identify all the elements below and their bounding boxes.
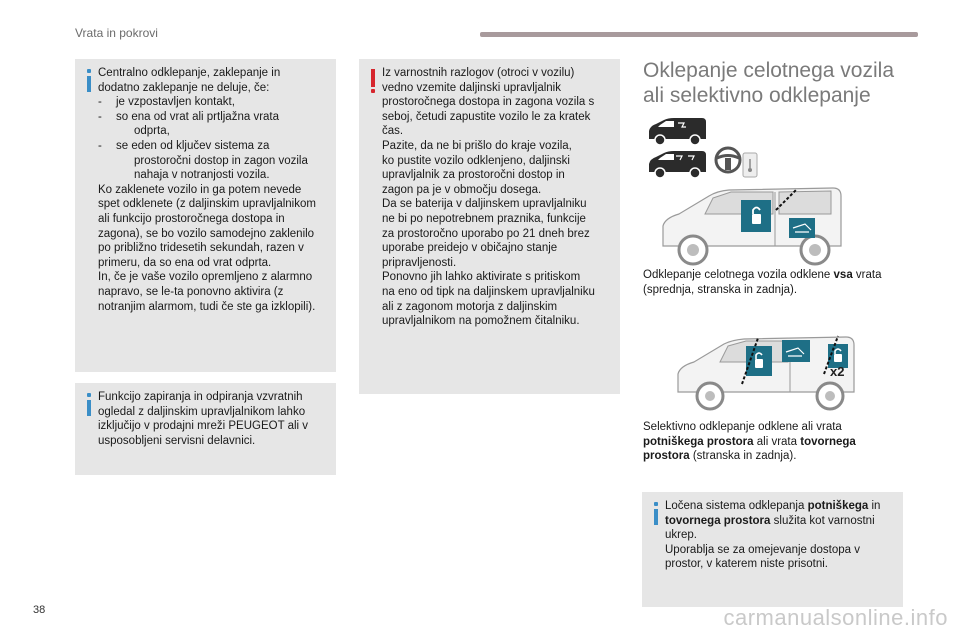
text-span: Odklepanje celotnega vozila odklene bbox=[643, 269, 834, 281]
text-line: ali z zagonom motorja z daljinskim bbox=[382, 300, 558, 313]
text-span: vrata bbox=[852, 269, 882, 281]
list-item bbox=[98, 139, 331, 183]
text-span: (stranska in zadnja). bbox=[689, 450, 797, 463]
header-bar bbox=[480, 32, 918, 37]
text-line: prostor, v katerem niste prisotni. bbox=[665, 558, 828, 571]
list-item bbox=[98, 110, 331, 139]
text-line: so ena od vrat ali prtljažna vrata bbox=[116, 110, 280, 123]
text-line: zagon pa je v območju dosega. bbox=[382, 183, 542, 196]
text-line: notranjim alarmom, tudi če ste ga izklopili). bbox=[98, 300, 316, 313]
text-line: za prostoročno uporabo po 21 dneh brez bbox=[382, 227, 590, 240]
info-box-text bbox=[665, 499, 898, 572]
text-line: usposobljeni servisni delavnici. bbox=[98, 434, 256, 447]
text-line: vedno vzemite daljinski upravljalnik bbox=[382, 81, 561, 94]
text-line: Centralno odklepanje, zaklepanje in bbox=[98, 67, 281, 79]
text-line: ali funkcijo prostoročnega dostopa in bbox=[98, 212, 285, 225]
text-bold: potniškega prostora bbox=[643, 435, 754, 448]
text-line: Funkcijo zapiranja in odpiranja vzvratnih bbox=[98, 391, 303, 403]
text-line: (sprednja, stranska in zadnja). bbox=[643, 283, 798, 296]
text-line: upravljalnik za prostoročni dostop in bbox=[382, 169, 565, 182]
page-number: 38 bbox=[33, 604, 46, 616]
text-line: se eden od ključev sistema za bbox=[116, 139, 270, 152]
text-line: spet odklenete (z daljinskim upravljalnikom bbox=[98, 198, 316, 211]
warning-box-text bbox=[382, 66, 615, 329]
text-line: ukrep. bbox=[665, 529, 697, 542]
text-span: in bbox=[868, 500, 881, 512]
text-line: izključijo v prodajni mreži PEUGEOT ali v bbox=[98, 420, 309, 433]
info-box-mirrors bbox=[75, 383, 336, 475]
text-line: Iz varnostnih razlogov (otroci v vozilu) bbox=[382, 67, 575, 79]
steering-wheel-icon bbox=[712, 146, 744, 174]
text-line: seboj, četudi zapustite vozilo le za kratek bbox=[382, 110, 591, 123]
text-line: prostoročni dostop in zagon vozila bbox=[134, 154, 308, 167]
car-illustration-full-unlock bbox=[655, 184, 845, 269]
text-bold: tovornega prostora bbox=[665, 514, 771, 527]
list-item bbox=[98, 95, 331, 110]
text-line: ne bi po nepotrebnem praznika, funkcije bbox=[382, 212, 586, 225]
text-line: čas. bbox=[382, 125, 404, 138]
section-title bbox=[643, 58, 923, 108]
text-bold: vsa bbox=[833, 269, 853, 281]
text-line: prostoročnega dostopa in zagona vozila s bbox=[382, 96, 595, 109]
full-unlock-paragraph bbox=[643, 268, 881, 297]
text-line: Ko zaklenete vozilo in ga potem nevede bbox=[98, 183, 302, 196]
selective-unlock-paragraph bbox=[643, 420, 856, 464]
x2-label: x2 bbox=[830, 364, 845, 379]
text-span: služita kot varnostni bbox=[770, 514, 875, 527]
text-bold: tovornega bbox=[800, 435, 856, 448]
list-dash: - bbox=[98, 139, 102, 152]
info-box-text bbox=[98, 390, 331, 448]
van-double-icon bbox=[646, 150, 708, 180]
text-line: Selektivno odklepanje odklene ali vrata bbox=[643, 421, 842, 433]
phone-card-icon bbox=[742, 152, 758, 178]
text-line: Pazite, da ne bi prišlo do kraje vozila, bbox=[382, 139, 572, 152]
text-bold: prostora bbox=[643, 450, 690, 463]
header-title: Vrata in pokrovi bbox=[75, 26, 158, 40]
list-dash: - bbox=[98, 96, 102, 109]
section-title-line: Oklepanje celotnega vozila bbox=[643, 59, 894, 82]
text-line: napravo, se le-ta ponovno aktivira (z bbox=[98, 285, 284, 298]
text-bold: potniškega bbox=[807, 500, 869, 512]
text-span: Ločena sistema odklepanja bbox=[665, 500, 808, 512]
text-line: zagona), se bo vozilo samodejno zaklenilo bbox=[98, 227, 315, 240]
watermark: carmanualsonline.info bbox=[723, 605, 948, 630]
text-line: uporabe preidejo v običajno stanje bbox=[382, 242, 558, 255]
text-line: na eno od tipk na daljinskem upravljalniku bbox=[382, 285, 595, 298]
text-line: nahaja v notranjosti vozila. bbox=[134, 169, 270, 182]
text-line: je vzpostavljen kontakt, bbox=[116, 96, 235, 109]
text-line: odprta, bbox=[134, 125, 170, 138]
text-line: In, če je vaše vozilo opremljeno z alarmno bbox=[98, 271, 313, 284]
text-line: Uporablja se za omejevanje dostopa v bbox=[665, 543, 860, 556]
info-box-central-locking bbox=[75, 59, 336, 372]
list-dash: - bbox=[98, 110, 102, 123]
text-line: po približno tridesetih sekundah, razen v bbox=[98, 242, 304, 255]
info-box-text bbox=[98, 66, 331, 314]
text-line: dodatno zaklepanje ne deluje, če: bbox=[98, 81, 270, 94]
text-line: primeru, da so ena od vrat odprta. bbox=[98, 256, 272, 269]
text-line: Ponovno jih lahko aktivirate s pritiskom bbox=[382, 271, 581, 284]
text-line: pripravljenosti. bbox=[382, 256, 457, 269]
van-single-icon bbox=[646, 117, 708, 147]
info-box-separate-systems bbox=[642, 492, 903, 607]
text-line: ko pustite vozilo odklenjeno, daljinski bbox=[382, 154, 570, 167]
warning-box-safety bbox=[359, 59, 620, 394]
text-line: upravljalnikom na pomožnem čitalniku. bbox=[382, 315, 580, 328]
text-line: Da se baterija v daljinskem upravljalniku bbox=[382, 198, 587, 211]
text-line: ogledal z daljinskim upravljalnikom lahko bbox=[98, 405, 306, 418]
section-title-line: ali selektivno odklepanje bbox=[643, 84, 871, 107]
text-span: ali vrata bbox=[753, 435, 801, 448]
